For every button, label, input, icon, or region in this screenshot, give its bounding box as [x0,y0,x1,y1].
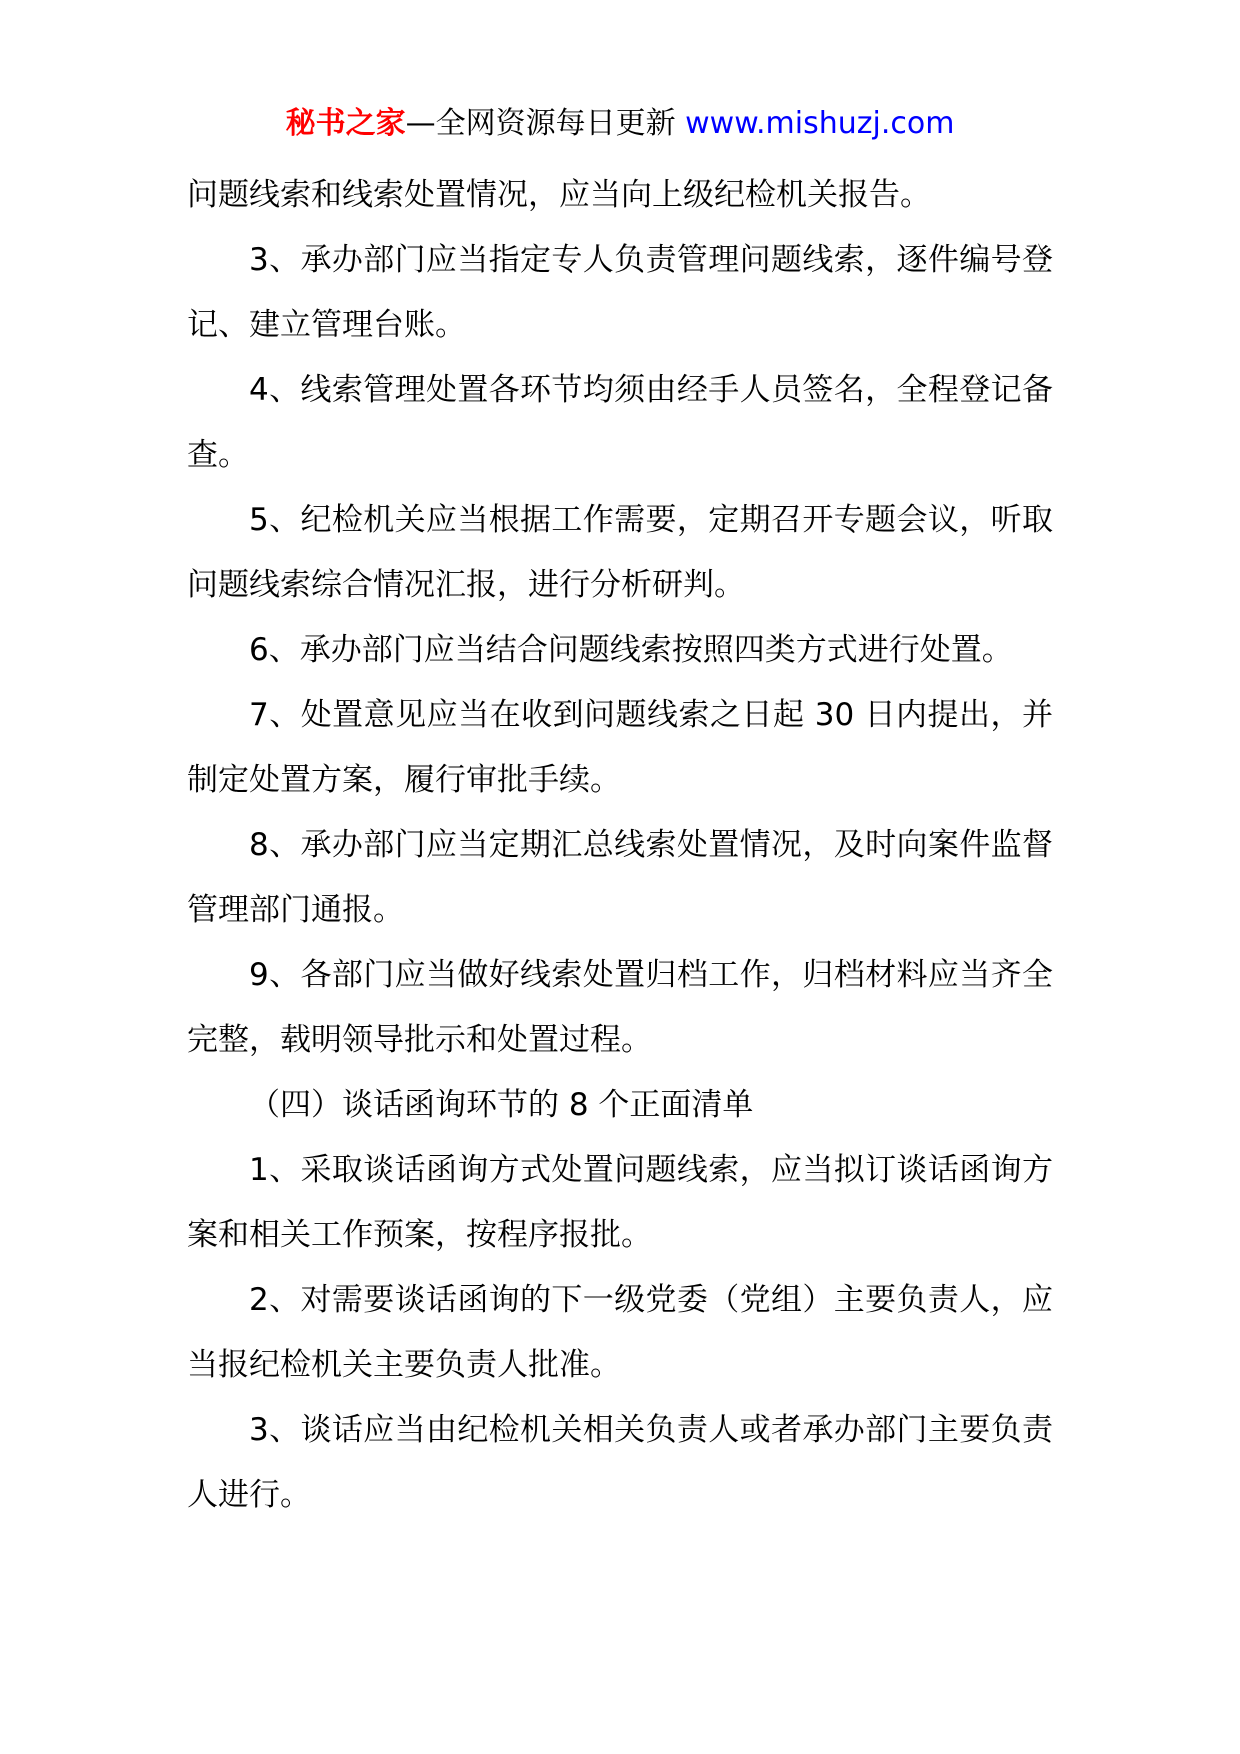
paragraph-item-3: 3、承办部门应当指定专人负责管理问题线索，逐件编号登记、建立管理台账。 [187,242,1053,343]
paragraph-continuation: 问题线索和线索处置情况，应当向上级纪检机关报告。 [187,177,931,213]
paragraph-item-1: 1、采取谈话函询方式处置问题线索，应当拟订谈话函询方案和相关工作预案，按程序报批。 [187,1152,1053,1253]
document-body [187,163,1053,1528]
header-tagline: —全网资源每日更新 [405,106,686,141]
brand-name: 秘书之家 [285,106,406,141]
section-heading: （四）谈话函询环节的 8 个正面清单 [249,1087,754,1123]
paragraph-item-5: 5、纪检机关应当根据工作需要，定期召开专题会议，听取问题线索综合情况汇报，进行分析研判。 [187,502,1053,603]
site-url-link[interactable]: www.mishuzj.com [685,106,955,141]
paragraph-item-8: 8、承办部门应当定期汇总线索处置情况，及时向案件监督管理部门通报。 [187,827,1053,928]
paragraph-item-9: 9、各部门应当做好线索处置归档工作，归档材料应当齐全完整，载明领导批示和处置过程。 [187,957,1053,1058]
site-header [0,102,1240,146]
paragraph-item-2: 2、对需要谈话函询的下一级党委（党组）主要负责人，应当报纪检机关主要负责人批准。 [187,1282,1053,1383]
paragraph-item-4: 4、线索管理处置各环节均须由经手人员签名，全程登记备查。 [187,372,1053,473]
paragraph-item-3-talk: 3、谈话应当由纪检机关相关负责人或者承办部门主要负责人进行。 [187,1412,1053,1513]
paragraph-item-7: 7、处置意见应当在收到问题线索之日起 30 日内提出，并制定处置方案，履行审批手续。 [187,697,1053,798]
paragraph-item-6: 6、承办部门应当结合问题线索按照四类方式进行处置。 [249,632,1013,668]
